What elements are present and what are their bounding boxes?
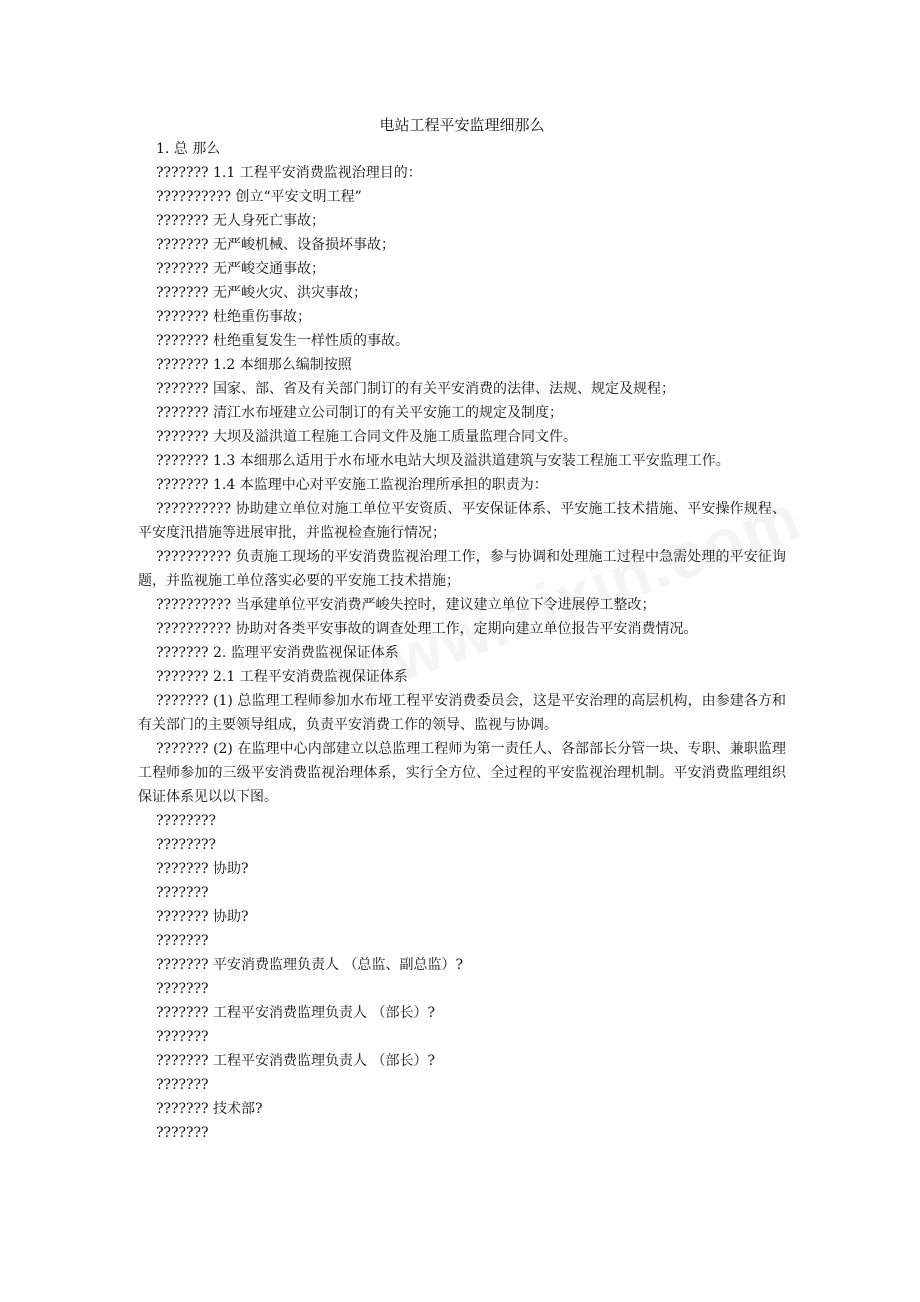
paragraph: ?????????? 协助对各类平安事故的调查处理工作，定期向建立单位报告平安消费情况。 — [156, 621, 698, 637]
paragraph: ??????? — [156, 1125, 209, 1141]
paragraph: ??????? 无严峻火灾、洪灾事故； — [156, 285, 367, 301]
paragraph: ??????? (1) 总监理工程师参加水布垭工程平安消费委员会，这是平安治理的高层机构，由参建各方和有关部门的主要领导组成，负责平安消费工作的领导、监视与协调。 — [138, 693, 786, 733]
paragraph: ??????? 杜绝重复发生一样性质的事故。 — [156, 333, 409, 349]
paragraph: ??????? 无严峻交通事故； — [156, 261, 325, 277]
paragraph: ??????? (2) 在监理中心内部建立以总监理工程师为第一责任人、各部部长分管一块、专职、兼职监理工程师参加的三级平安消费监视治理体系，实行全方位、全过程的平安监视治理机制。平安消费监理组织保证体系见以以下图。 — [138, 741, 786, 805]
paragraph: ??????? 技术部? — [156, 1101, 263, 1117]
paragraph: ??????? — [156, 885, 209, 901]
paragraph: ??????? 协助? — [156, 909, 249, 925]
paragraph: ??????? 工程平安消费监理负责人 （部长）? — [156, 1005, 435, 1021]
paragraph: ??????? 1.1 工程平安消费监视治理目的： — [156, 165, 422, 181]
paragraph: ???????? — [156, 837, 217, 853]
paragraph: ??????? 1.4 本监理中心对平安施工监视治理所承担的职责为： — [156, 477, 548, 493]
paragraph: ??????? 工程平安消费监理负责人 （部长）? — [156, 1053, 435, 1069]
document-title: 电站工程平安监理细那么 — [379, 116, 545, 134]
paragraph: ?????????? 当承建单位平安消费严峻失控时，建议建立单位下令进展停工整改； — [156, 597, 656, 613]
paragraph: ?????????? 创立“平安文明工程” — [156, 189, 362, 205]
paragraph: ?????????? 协助建立单位对施工单位平安资质、平安保证体系、平安施工技术措施、平安操作规程、平安度汛措施等进展审批，并监视检查施行情况； — [138, 501, 786, 541]
paragraph: ??????? 2.1 工程平安消费监视保证体系 — [156, 669, 408, 685]
paragraph: ??????? 1.2 本细那么编制按照 — [156, 357, 352, 373]
paragraph: ??????? 清江水布垭建立公司制订的有关平安施工的规定及制度； — [156, 405, 563, 421]
paragraph: 1. 总 那么 — [156, 141, 221, 157]
paragraph: ??????? 平安消费监理负责人 （总监、副总监）? — [156, 957, 463, 973]
paragraph: ??????? 国家、部、省及有关部门制订的有关平安消费的法律、法规、规定及规程； — [156, 381, 675, 397]
paragraph: ??????? 2. 监理平安消费监视保证体系 — [156, 645, 399, 661]
paragraph: ??????? — [156, 1077, 209, 1093]
paragraph: ??????? 无严峻机械、设备损坏事故； — [156, 237, 395, 253]
paragraph: ?????????? 负责施工现场的平安消费监视治理工作，参与协调和处理施工过程中急需处理的平安征询题，并监视施工单位落实必要的平安施工技术措施； — [138, 549, 786, 589]
paragraph: ??????? — [156, 981, 209, 997]
paragraph: ??????? 大坝及溢洪道工程施工合同文件及施工质量监理合同文件。 — [156, 429, 577, 445]
paragraph: ??????? 无人身死亡事故； — [156, 213, 325, 229]
paragraph: ??????? 协助? — [156, 861, 249, 877]
paragraph: ??????? — [156, 1029, 209, 1045]
paragraph: ??????? 1.3 本细那么适用于水布垭水电站大坝及溢洪道建筑与安装工程施工平安监理工作。 — [156, 453, 730, 469]
document-body — [138, 113, 786, 1145]
paragraph: ???????? — [156, 813, 217, 829]
paragraph: ??????? 杜绝重伤事故； — [156, 309, 311, 325]
paragraph: ??????? — [156, 933, 209, 949]
